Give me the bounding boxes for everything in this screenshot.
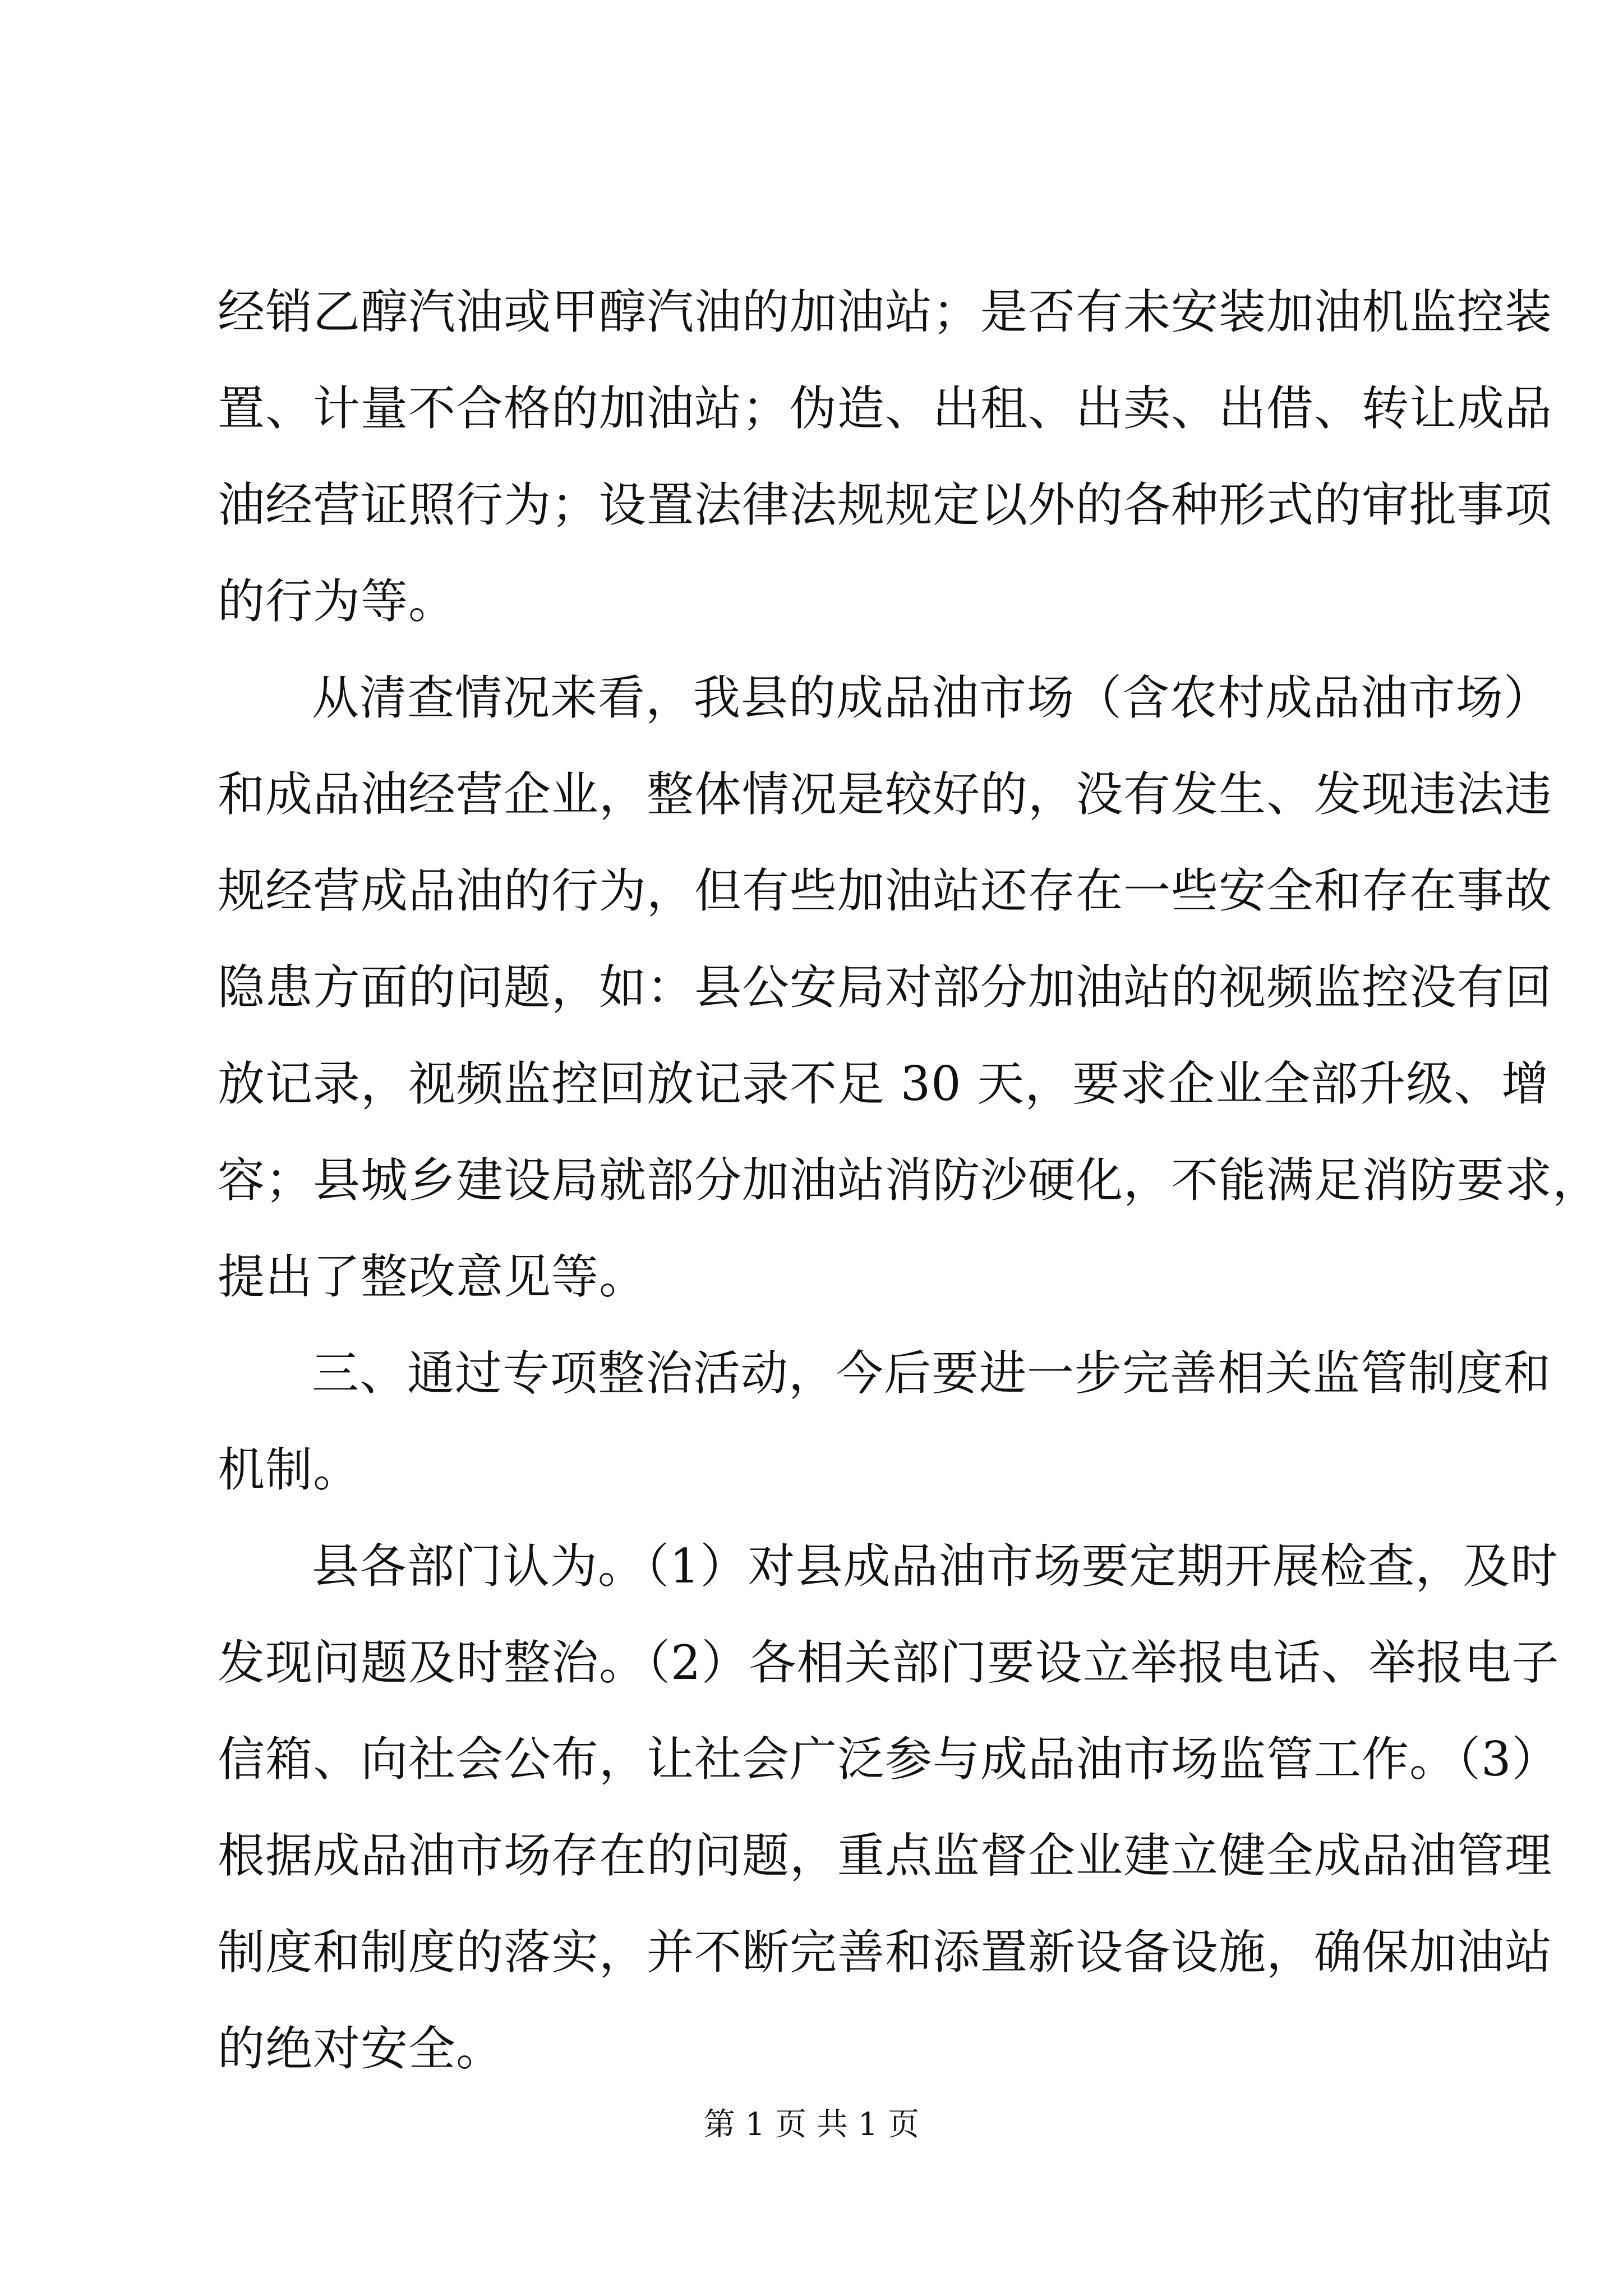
text-line: 和成品油经营企业，整体情况是较好的，没有发生、发现违法违 xyxy=(218,767,1553,822)
text-line: 根据成品油市场存在的问题，重点监督企业建立健全成品油管理 xyxy=(218,1828,1553,1883)
text-line: 油经营证照行为；设置法律法规规定以外的各种形式的审批事项 xyxy=(218,477,1553,532)
text-line: 经销乙醇汽油或甲醇汽油的加油站；是否有未安装加油机监控装 xyxy=(218,284,1553,339)
text-line: 隐患方面的问题，如：县公安局对部分加油站的视频监控没有回 xyxy=(218,960,1553,1015)
document-body xyxy=(218,264,1601,2097)
page-number-footer: 第 1 页 共 1 页 xyxy=(703,2106,920,2143)
text-line: 置、计量不合格的加油站；伪造、出租、出卖、出借、转让成品 xyxy=(218,381,1553,436)
text-line: 县各部门认为。（1）对县成品油市场要定期开展检查，及时 xyxy=(312,1539,1559,1594)
text-line: 制度和制度的落实，并不断完善和添置新设备设施，确保加油站 xyxy=(218,1925,1553,1980)
text-line: 信箱、向社会公布，让社会广泛参与成品油市场监管工作。（3） xyxy=(218,1732,1560,1787)
text-line: 容；县城乡建设局就部分加油站消防沙硬化，不能满足消防要求， xyxy=(218,1153,1601,1208)
text-line: 的行为等。 xyxy=(218,574,457,629)
text-line: 放记录，视频监控回放记录不足 30 天，要求企业全部升级、增 xyxy=(218,1056,1550,1111)
text-line: 规经营成品油的行为，但有些加油站还存在一些安全和存在事故 xyxy=(218,863,1553,918)
text-line: 的绝对安全。 xyxy=(218,2021,504,2076)
text-line: 机制。 xyxy=(218,1442,361,1497)
text-line: 提出了整改意见等。 xyxy=(218,1249,647,1304)
text-line: 发现问题及时整治。（2）各相关部门要设立举报电话、举报电子 xyxy=(218,1635,1560,1690)
text-line: 三、通过专项整治活动，今后要进一步完善相关监管制度和 xyxy=(312,1346,1552,1401)
text-line: 从清查情况来看，我县的成品油市场（含农村成品油市场） xyxy=(312,670,1552,725)
